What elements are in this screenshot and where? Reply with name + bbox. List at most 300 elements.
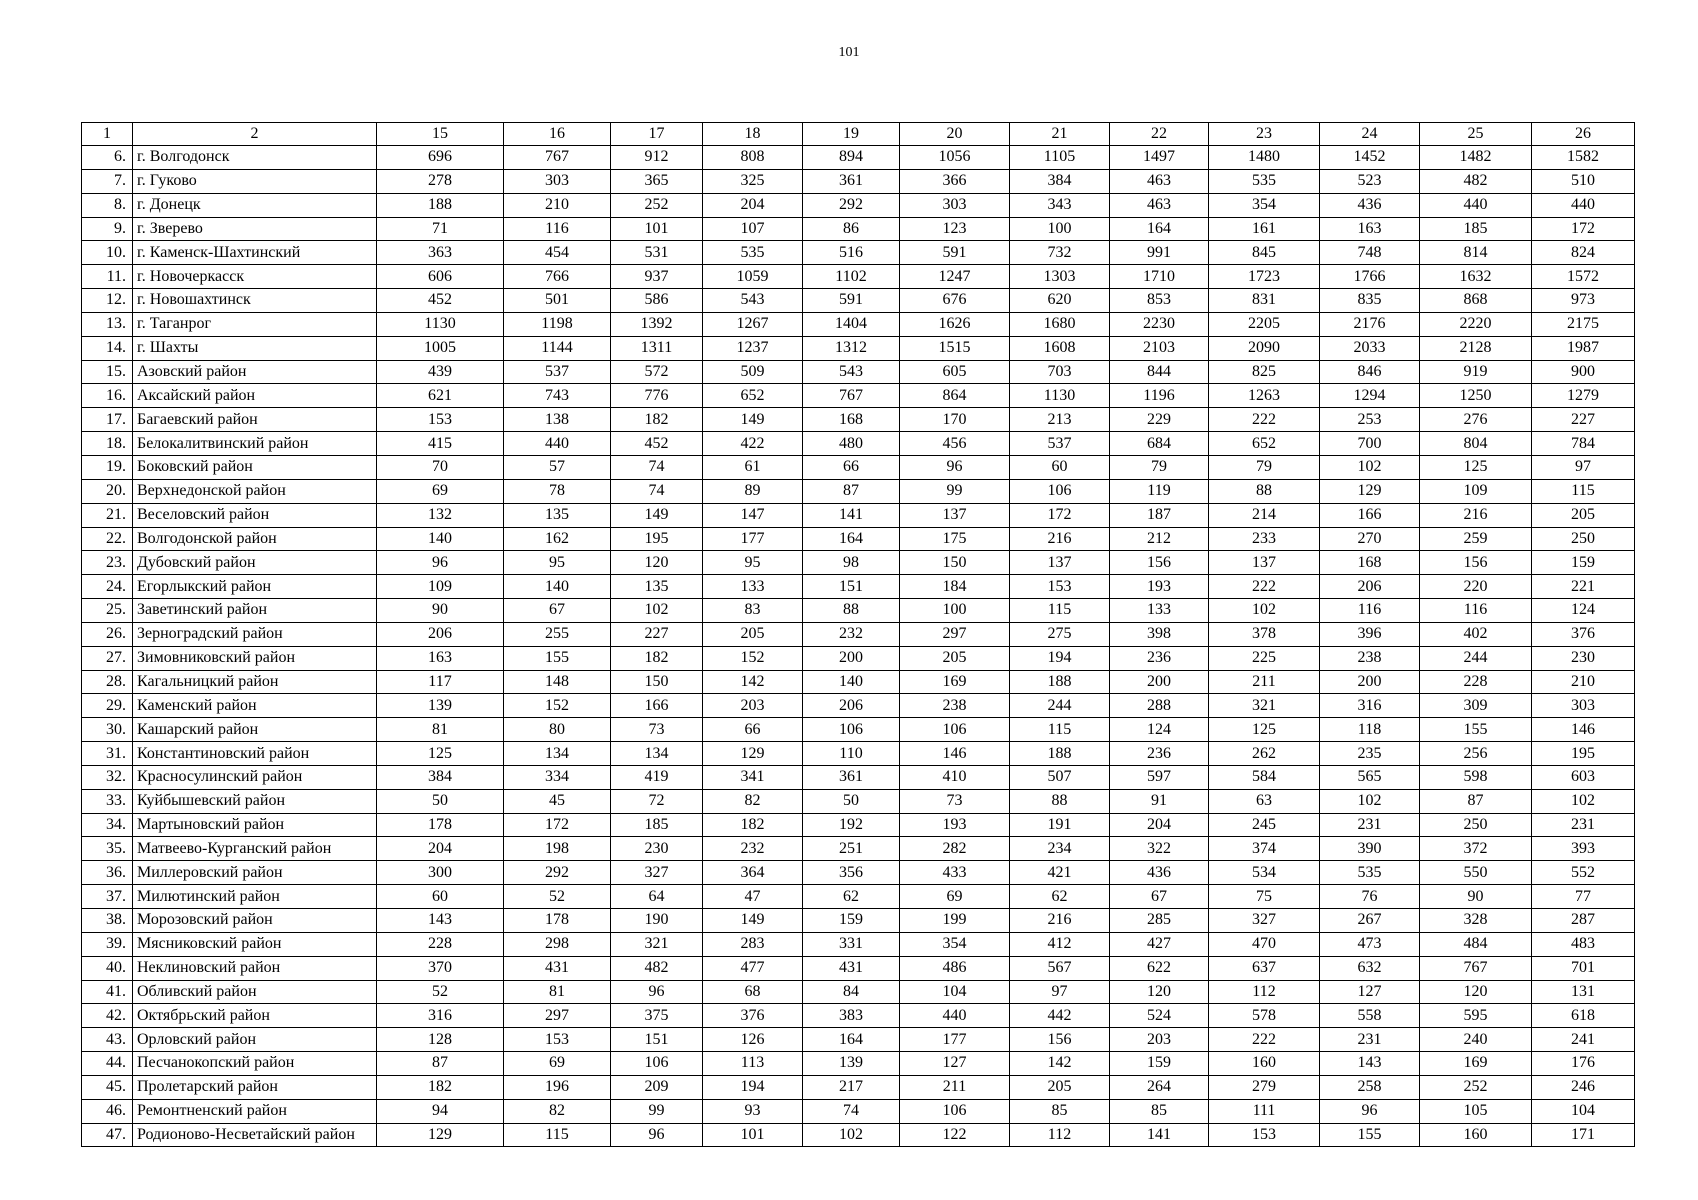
table-row xyxy=(82,527,1635,551)
territory-name-cell: Волгодонской район xyxy=(133,527,377,551)
value-cell: 973 xyxy=(1532,289,1635,313)
table-row xyxy=(82,193,1635,217)
value-cell: 62 xyxy=(1010,885,1110,909)
value-cell: 523 xyxy=(1320,169,1420,193)
value-cell: 1279 xyxy=(1532,384,1635,408)
value-cell: 96 xyxy=(900,455,1010,479)
value-cell: 375 xyxy=(611,1004,703,1028)
value-cell: 463 xyxy=(1110,193,1209,217)
row-number-cell: 15. xyxy=(82,360,133,384)
value-cell: 125 xyxy=(1209,718,1320,742)
territory-name-cell: Мясниковский район xyxy=(133,932,377,956)
value-cell: 68 xyxy=(703,980,803,1004)
value-cell: 334 xyxy=(504,765,611,789)
value-cell: 484 xyxy=(1420,932,1532,956)
territory-name-cell: г. Донецк xyxy=(133,193,377,217)
value-cell: 161 xyxy=(1209,217,1320,241)
value-cell: 363 xyxy=(377,241,504,265)
value-cell: 732 xyxy=(1010,241,1110,265)
value-cell: 129 xyxy=(1320,479,1420,503)
value-cell: 75 xyxy=(1209,885,1320,909)
value-cell: 137 xyxy=(1209,551,1320,575)
row-number-cell: 12. xyxy=(82,289,133,313)
value-cell: 1250 xyxy=(1420,384,1532,408)
value-cell: 225 xyxy=(1209,646,1320,670)
value-cell: 192 xyxy=(803,813,900,837)
row-number-cell: 38. xyxy=(82,909,133,933)
value-cell: 262 xyxy=(1209,742,1320,766)
value-cell: 595 xyxy=(1420,1004,1532,1028)
value-cell: 767 xyxy=(803,384,900,408)
row-number-cell: 27. xyxy=(82,646,133,670)
value-cell: 384 xyxy=(377,765,504,789)
value-cell: 87 xyxy=(1420,789,1532,813)
value-cell: 82 xyxy=(504,1099,611,1123)
value-cell: 187 xyxy=(1110,503,1209,527)
value-cell: 88 xyxy=(1010,789,1110,813)
value-cell: 316 xyxy=(1320,694,1420,718)
value-cell: 231 xyxy=(1320,1028,1420,1052)
territory-name-cell: Октябрьский район xyxy=(133,1004,377,1028)
value-cell: 431 xyxy=(504,956,611,980)
value-cell: 2175 xyxy=(1532,312,1635,336)
value-cell: 501 xyxy=(504,289,611,313)
value-cell: 483 xyxy=(1532,932,1635,956)
value-cell: 250 xyxy=(1420,813,1532,837)
territory-name-cell: Боковский район xyxy=(133,455,377,479)
value-cell: 110 xyxy=(803,742,900,766)
value-cell: 439 xyxy=(377,360,504,384)
table-row xyxy=(82,146,1635,170)
value-cell: 1626 xyxy=(900,312,1010,336)
value-cell: 127 xyxy=(900,1052,1010,1076)
value-cell: 534 xyxy=(1209,861,1320,885)
value-cell: 150 xyxy=(900,551,1010,575)
value-cell: 287 xyxy=(1532,909,1635,933)
value-cell: 440 xyxy=(1532,193,1635,217)
value-cell: 163 xyxy=(377,646,504,670)
value-cell: 452 xyxy=(611,432,703,456)
value-cell: 676 xyxy=(900,289,1010,313)
value-cell: 210 xyxy=(504,193,611,217)
value-cell: 150 xyxy=(611,670,703,694)
value-cell: 480 xyxy=(803,432,900,456)
value-cell: 233 xyxy=(1209,527,1320,551)
value-cell: 217 xyxy=(803,1075,900,1099)
value-cell: 90 xyxy=(377,599,504,623)
value-cell: 140 xyxy=(377,527,504,551)
table-row xyxy=(82,289,1635,313)
table-row xyxy=(82,432,1635,456)
value-cell: 222 xyxy=(1209,408,1320,432)
value-cell: 93 xyxy=(703,1099,803,1123)
value-cell: 120 xyxy=(1420,980,1532,1004)
value-cell: 50 xyxy=(377,789,504,813)
value-cell: 1710 xyxy=(1110,265,1209,289)
territory-name-cell: Верхнедонской район xyxy=(133,479,377,503)
table-row xyxy=(82,622,1635,646)
value-cell: 454 xyxy=(504,241,611,265)
value-cell: 251 xyxy=(803,837,900,861)
row-number-cell: 23. xyxy=(82,551,133,575)
territory-name-cell: Матвеево-Курганский район xyxy=(133,837,377,861)
value-cell: 227 xyxy=(1532,408,1635,432)
value-cell: 88 xyxy=(1209,479,1320,503)
value-cell: 140 xyxy=(803,670,900,694)
value-cell: 123 xyxy=(900,217,1010,241)
territory-name-cell: Белокалитвинский район xyxy=(133,432,377,456)
value-cell: 621 xyxy=(377,384,504,408)
value-cell: 168 xyxy=(1320,551,1420,575)
value-cell: 153 xyxy=(1010,575,1110,599)
value-cell: 292 xyxy=(504,861,611,885)
value-cell: 206 xyxy=(1320,575,1420,599)
value-cell: 102 xyxy=(611,599,703,623)
value-cell: 991 xyxy=(1110,241,1209,265)
value-cell: 482 xyxy=(611,956,703,980)
value-cell: 278 xyxy=(377,169,504,193)
value-cell: 244 xyxy=(1010,694,1110,718)
value-cell: 1005 xyxy=(377,336,504,360)
row-number-cell: 40. xyxy=(82,956,133,980)
value-cell: 73 xyxy=(611,718,703,742)
value-cell: 419 xyxy=(611,765,703,789)
value-cell: 808 xyxy=(703,146,803,170)
value-cell: 89 xyxy=(703,479,803,503)
value-cell: 470 xyxy=(1209,932,1320,956)
value-cell: 115 xyxy=(1010,718,1110,742)
value-cell: 124 xyxy=(1110,718,1209,742)
value-cell: 160 xyxy=(1209,1052,1320,1076)
row-number-cell: 42. xyxy=(82,1004,133,1028)
value-cell: 119 xyxy=(1110,479,1209,503)
value-cell: 77 xyxy=(1532,885,1635,909)
value-cell: 2176 xyxy=(1320,312,1420,336)
value-cell: 124 xyxy=(1532,599,1635,623)
territory-name-cell: г. Волгодонск xyxy=(133,146,377,170)
value-cell: 175 xyxy=(900,527,1010,551)
value-cell: 1515 xyxy=(900,336,1010,360)
value-cell: 84 xyxy=(803,980,900,1004)
value-cell: 361 xyxy=(803,169,900,193)
value-cell: 171 xyxy=(1532,1123,1635,1147)
value-cell: 151 xyxy=(611,1028,703,1052)
value-cell: 477 xyxy=(703,956,803,980)
table-row xyxy=(82,1028,1635,1052)
territory-name-cell: Зерноградский район xyxy=(133,622,377,646)
value-cell: 79 xyxy=(1209,455,1320,479)
value-cell: 62 xyxy=(803,885,900,909)
table-row xyxy=(82,813,1635,837)
value-cell: 220 xyxy=(1420,575,1532,599)
value-cell: 139 xyxy=(377,694,504,718)
value-cell: 106 xyxy=(900,1099,1010,1123)
value-cell: 509 xyxy=(703,360,803,384)
value-cell: 147 xyxy=(703,503,803,527)
value-cell: 112 xyxy=(1209,980,1320,1004)
value-cell: 1680 xyxy=(1010,312,1110,336)
value-cell: 71 xyxy=(377,217,504,241)
column-header: 15 xyxy=(377,123,504,146)
row-number-cell: 19. xyxy=(82,455,133,479)
row-number-cell: 28. xyxy=(82,670,133,694)
value-cell: 700 xyxy=(1320,432,1420,456)
value-cell: 1723 xyxy=(1209,265,1320,289)
value-cell: 543 xyxy=(803,360,900,384)
column-header: 19 xyxy=(803,123,900,146)
table-row xyxy=(82,217,1635,241)
value-cell: 209 xyxy=(611,1075,703,1099)
value-cell: 102 xyxy=(1209,599,1320,623)
value-cell: 276 xyxy=(1420,408,1532,432)
value-cell: 97 xyxy=(1010,980,1110,1004)
value-cell: 482 xyxy=(1420,169,1532,193)
value-cell: 919 xyxy=(1420,360,1532,384)
row-number-cell: 21. xyxy=(82,503,133,527)
value-cell: 606 xyxy=(377,265,504,289)
table-row xyxy=(82,384,1635,408)
value-cell: 620 xyxy=(1010,289,1110,313)
value-cell: 1452 xyxy=(1320,146,1420,170)
row-number-cell: 47. xyxy=(82,1123,133,1147)
value-cell: 279 xyxy=(1209,1075,1320,1099)
value-cell: 74 xyxy=(611,479,703,503)
value-cell: 374 xyxy=(1209,837,1320,861)
value-cell: 172 xyxy=(504,813,611,837)
value-cell: 748 xyxy=(1320,241,1420,265)
value-cell: 486 xyxy=(900,956,1010,980)
value-cell: 442 xyxy=(1010,1004,1110,1028)
value-cell: 153 xyxy=(377,408,504,432)
value-cell: 106 xyxy=(611,1052,703,1076)
value-cell: 162 xyxy=(504,527,611,551)
value-cell: 133 xyxy=(703,575,803,599)
territory-name-cell: Орловский район xyxy=(133,1028,377,1052)
value-cell: 57 xyxy=(504,455,611,479)
value-cell: 206 xyxy=(377,622,504,646)
value-cell: 2103 xyxy=(1110,336,1209,360)
value-cell: 96 xyxy=(611,980,703,1004)
value-cell: 60 xyxy=(377,885,504,909)
value-cell: 452 xyxy=(377,289,504,313)
value-cell: 652 xyxy=(703,384,803,408)
value-cell: 384 xyxy=(1010,169,1110,193)
column-header: 1 xyxy=(82,123,133,146)
value-cell: 210 xyxy=(1532,670,1635,694)
value-cell: 131 xyxy=(1532,980,1635,1004)
value-cell: 172 xyxy=(1532,217,1635,241)
value-cell: 253 xyxy=(1320,408,1420,432)
value-cell: 552 xyxy=(1532,861,1635,885)
value-cell: 767 xyxy=(1420,956,1532,980)
value-cell: 137 xyxy=(1010,551,1110,575)
territory-name-cell: Неклиновский район xyxy=(133,956,377,980)
value-cell: 1196 xyxy=(1110,384,1209,408)
column-header: 22 xyxy=(1110,123,1209,146)
value-cell: 410 xyxy=(900,765,1010,789)
value-cell: 168 xyxy=(803,408,900,432)
column-header: 21 xyxy=(1010,123,1110,146)
value-cell: 166 xyxy=(611,694,703,718)
territory-name-cell: г. Каменск-Шахтинский xyxy=(133,241,377,265)
value-cell: 275 xyxy=(1010,622,1110,646)
value-cell: 163 xyxy=(1320,217,1420,241)
value-cell: 252 xyxy=(611,193,703,217)
value-cell: 912 xyxy=(611,146,703,170)
value-cell: 1404 xyxy=(803,312,900,336)
row-number-cell: 6. xyxy=(82,146,133,170)
value-cell: 195 xyxy=(1532,742,1635,766)
column-header: 26 xyxy=(1532,123,1635,146)
value-cell: 204 xyxy=(1110,813,1209,837)
value-cell: 140 xyxy=(504,575,611,599)
value-cell: 325 xyxy=(703,169,803,193)
value-cell: 87 xyxy=(803,479,900,503)
territory-name-cell: Заветинский район xyxy=(133,599,377,623)
value-cell: 87 xyxy=(377,1052,504,1076)
value-cell: 1263 xyxy=(1209,384,1320,408)
table-row xyxy=(82,455,1635,479)
value-cell: 160 xyxy=(1420,1123,1532,1147)
value-cell: 1480 xyxy=(1209,146,1320,170)
row-number-cell: 14. xyxy=(82,336,133,360)
table-row xyxy=(82,765,1635,789)
value-cell: 194 xyxy=(703,1075,803,1099)
value-cell: 74 xyxy=(803,1099,900,1123)
value-cell: 1572 xyxy=(1532,265,1635,289)
value-cell: 99 xyxy=(611,1099,703,1123)
row-number-cell: 10. xyxy=(82,241,133,265)
territory-name-cell: Веселовский район xyxy=(133,503,377,527)
value-cell: 232 xyxy=(803,622,900,646)
value-cell: 69 xyxy=(377,479,504,503)
value-cell: 69 xyxy=(504,1052,611,1076)
value-cell: 2220 xyxy=(1420,312,1532,336)
value-cell: 473 xyxy=(1320,932,1420,956)
row-number-cell: 17. xyxy=(82,408,133,432)
value-cell: 1632 xyxy=(1420,265,1532,289)
table-header-row xyxy=(82,123,1635,146)
value-cell: 598 xyxy=(1420,765,1532,789)
value-cell: 102 xyxy=(1532,789,1635,813)
value-cell: 102 xyxy=(1320,789,1420,813)
value-cell: 90 xyxy=(1420,885,1532,909)
value-cell: 116 xyxy=(1420,599,1532,623)
value-cell: 597 xyxy=(1110,765,1209,789)
value-cell: 331 xyxy=(803,932,900,956)
value-cell: 69 xyxy=(900,885,1010,909)
value-cell: 421 xyxy=(1010,861,1110,885)
value-cell: 61 xyxy=(703,455,803,479)
value-cell: 193 xyxy=(1110,575,1209,599)
territory-name-cell: г. Гуково xyxy=(133,169,377,193)
value-cell: 104 xyxy=(900,980,1010,1004)
value-cell: 74 xyxy=(611,455,703,479)
value-cell: 153 xyxy=(504,1028,611,1052)
value-cell: 567 xyxy=(1010,956,1110,980)
value-cell: 390 xyxy=(1320,837,1420,861)
table-row xyxy=(82,909,1635,933)
value-cell: 230 xyxy=(1532,646,1635,670)
row-number-cell: 22. xyxy=(82,527,133,551)
value-cell: 250 xyxy=(1532,527,1635,551)
value-cell: 283 xyxy=(703,932,803,956)
value-cell: 182 xyxy=(377,1075,504,1099)
value-cell: 98 xyxy=(803,551,900,575)
value-cell: 270 xyxy=(1320,527,1420,551)
value-cell: 456 xyxy=(900,432,1010,456)
value-cell: 572 xyxy=(611,360,703,384)
value-cell: 83 xyxy=(703,599,803,623)
value-cell: 1059 xyxy=(703,265,803,289)
value-cell: 605 xyxy=(900,360,1010,384)
value-cell: 177 xyxy=(703,527,803,551)
territory-name-cell: Пролетарский район xyxy=(133,1075,377,1099)
value-cell: 743 xyxy=(504,384,611,408)
value-cell: 244 xyxy=(1420,646,1532,670)
value-cell: 177 xyxy=(900,1028,1010,1052)
value-cell: 194 xyxy=(1010,646,1110,670)
territory-name-cell: Зимовниковский район xyxy=(133,646,377,670)
value-cell: 214 xyxy=(1209,503,1320,527)
territory-name-cell: Морозовский район xyxy=(133,909,377,933)
row-number-cell: 9. xyxy=(82,217,133,241)
value-cell: 2090 xyxy=(1209,336,1320,360)
value-cell: 193 xyxy=(900,813,1010,837)
table-row xyxy=(82,956,1635,980)
value-cell: 1105 xyxy=(1010,146,1110,170)
value-cell: 776 xyxy=(611,384,703,408)
value-cell: 366 xyxy=(900,169,1010,193)
value-cell: 81 xyxy=(504,980,611,1004)
value-cell: 937 xyxy=(611,265,703,289)
value-cell: 701 xyxy=(1532,956,1635,980)
value-cell: 303 xyxy=(504,169,611,193)
value-cell: 153 xyxy=(1209,1123,1320,1147)
value-cell: 211 xyxy=(900,1075,1010,1099)
value-cell: 120 xyxy=(1110,980,1209,1004)
column-header: 16 xyxy=(504,123,611,146)
value-cell: 361 xyxy=(803,765,900,789)
value-cell: 376 xyxy=(703,1004,803,1028)
column-header: 2 xyxy=(133,123,377,146)
value-cell: 148 xyxy=(504,670,611,694)
value-cell: 149 xyxy=(611,503,703,527)
table-row xyxy=(82,1099,1635,1123)
value-cell: 618 xyxy=(1532,1004,1635,1028)
value-cell: 684 xyxy=(1110,432,1209,456)
value-cell: 2033 xyxy=(1320,336,1420,360)
value-cell: 72 xyxy=(611,789,703,813)
value-cell: 258 xyxy=(1320,1075,1420,1099)
value-cell: 231 xyxy=(1320,813,1420,837)
row-number-cell: 31. xyxy=(82,742,133,766)
value-cell: 835 xyxy=(1320,289,1420,313)
value-cell: 1294 xyxy=(1320,384,1420,408)
value-cell: 216 xyxy=(1010,527,1110,551)
row-number-cell: 11. xyxy=(82,265,133,289)
value-cell: 255 xyxy=(504,622,611,646)
value-cell: 2205 xyxy=(1209,312,1320,336)
value-cell: 178 xyxy=(504,909,611,933)
value-cell: 322 xyxy=(1110,837,1209,861)
value-cell: 584 xyxy=(1209,765,1320,789)
value-cell: 125 xyxy=(377,742,504,766)
table-row xyxy=(82,1004,1635,1028)
value-cell: 814 xyxy=(1420,241,1532,265)
territory-name-cell: Красносулинский район xyxy=(133,765,377,789)
value-cell: 199 xyxy=(900,909,1010,933)
